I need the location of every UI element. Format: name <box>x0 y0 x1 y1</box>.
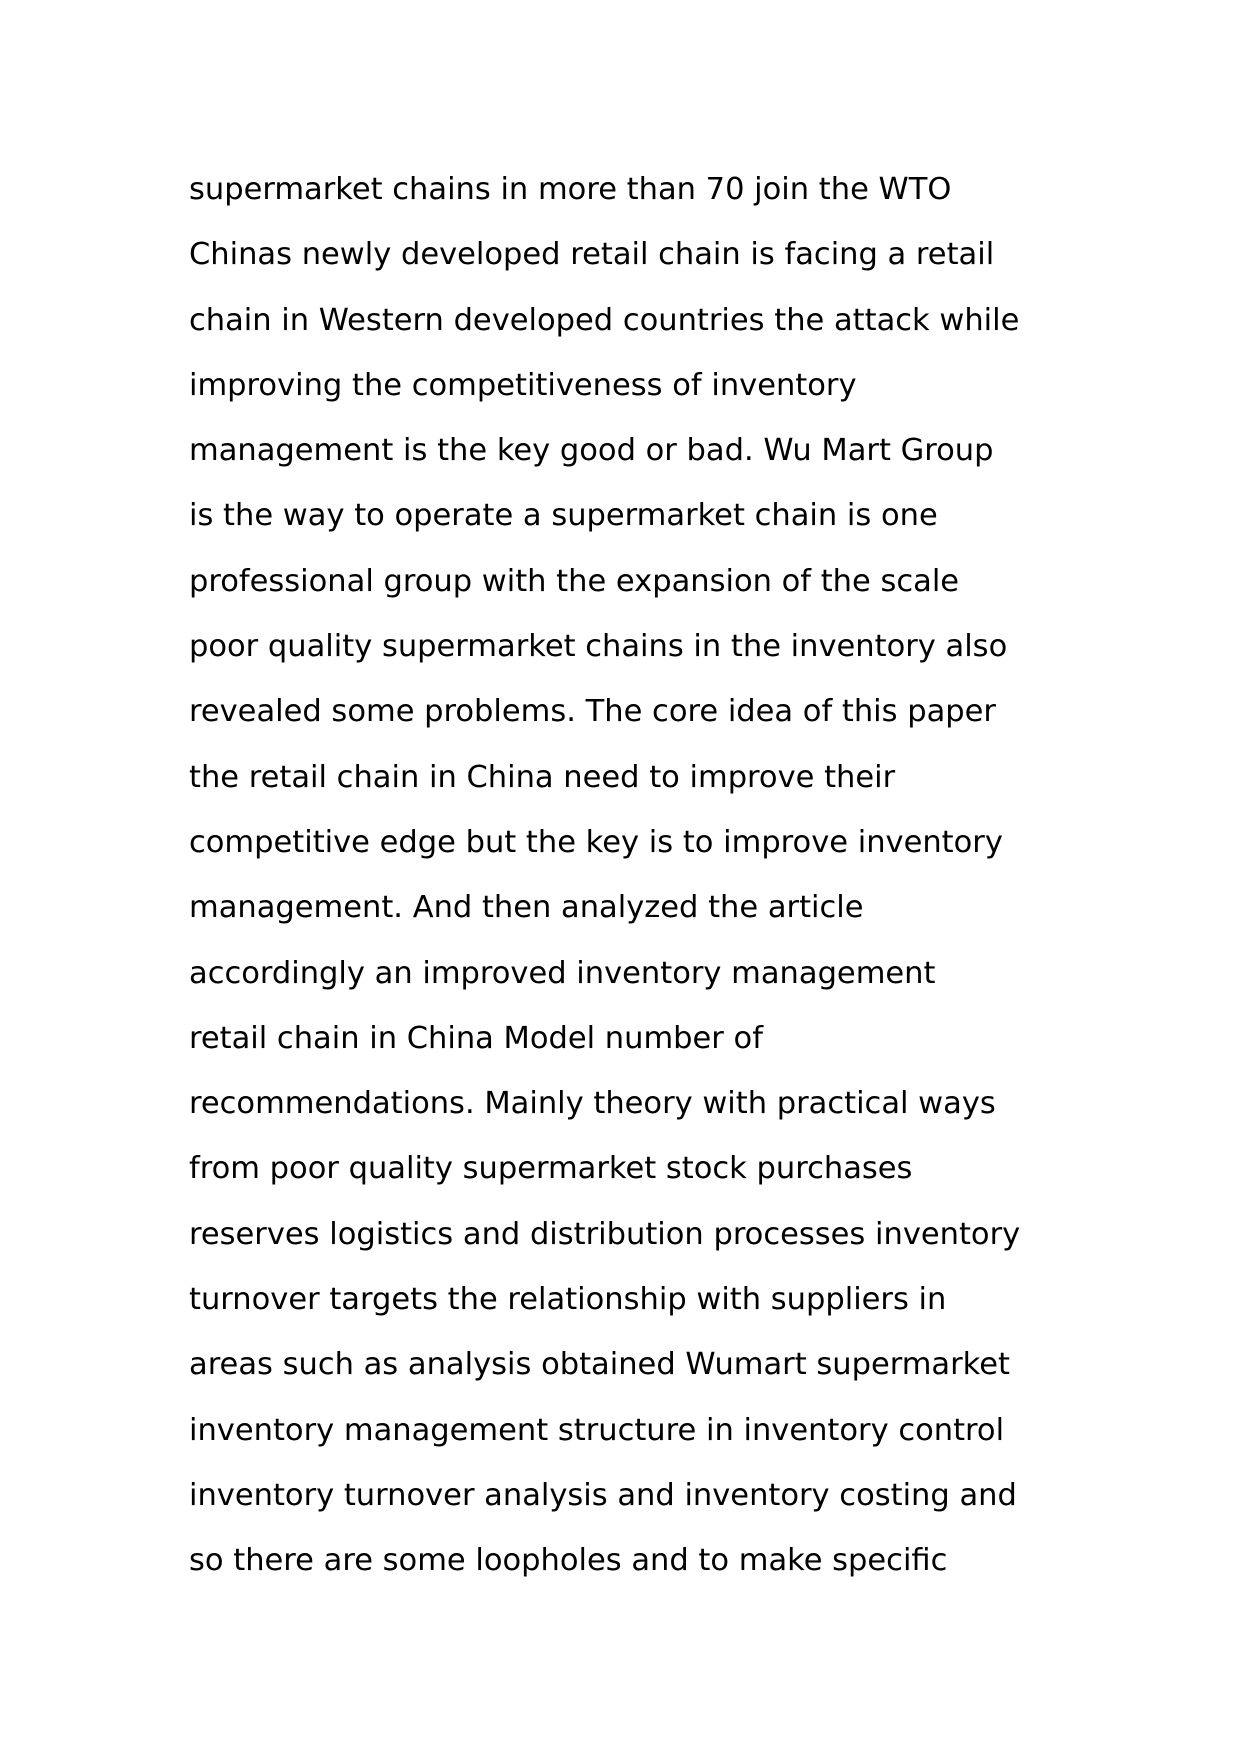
text-line: reserves logistics and distribution processes inventory <box>189 1216 1021 1252</box>
text-line: the retail chain in China need to improve their <box>189 759 896 795</box>
text-line: competitive edge but the key is to improve inventory <box>189 824 1003 860</box>
text-line: management is the key good or bad. Wu Mart Group <box>189 433 994 469</box>
text-line: inventory turnover analysis and inventory costing and <box>189 1477 1017 1513</box>
text-line: management. And then analyzed the article <box>189 890 864 926</box>
text-line: is the way to operate a supermarket chain is one <box>189 498 938 534</box>
text-line: revealed some problems. The core idea of this paper <box>189 694 996 730</box>
text-line: improving the competitiveness of inventory <box>189 367 857 403</box>
text-line: supermarket chains in more than 70 join the WTO <box>189 172 952 207</box>
body-paragraph <box>189 157 1109 1594</box>
text-line: so there are some loopholes and to make specific <box>189 1543 948 1579</box>
text-line: recommendations. Mainly theory with practical ways <box>189 1086 996 1122</box>
text-line: retail chain in China Model number of <box>189 1020 763 1056</box>
text-line: turnover targets the relationship with suppliers in <box>189 1282 947 1318</box>
text-line: Chinas newly developed retail chain is facing a retail <box>189 237 995 273</box>
text-line: inventory management structure in inventory control <box>189 1412 1005 1448</box>
text-line: from poor quality supermarket stock purchases <box>189 1151 913 1187</box>
text-line: accordingly an improved inventory management <box>189 955 936 991</box>
text-line: poor quality supermarket chains in the inventory also <box>189 629 1008 665</box>
text-line: professional group with the expansion of the scale <box>189 563 960 599</box>
text-line: chain in Western developed countries the attack while <box>189 302 1020 338</box>
text-line: areas such as analysis obtained Wumart supermarket <box>189 1347 1010 1383</box>
